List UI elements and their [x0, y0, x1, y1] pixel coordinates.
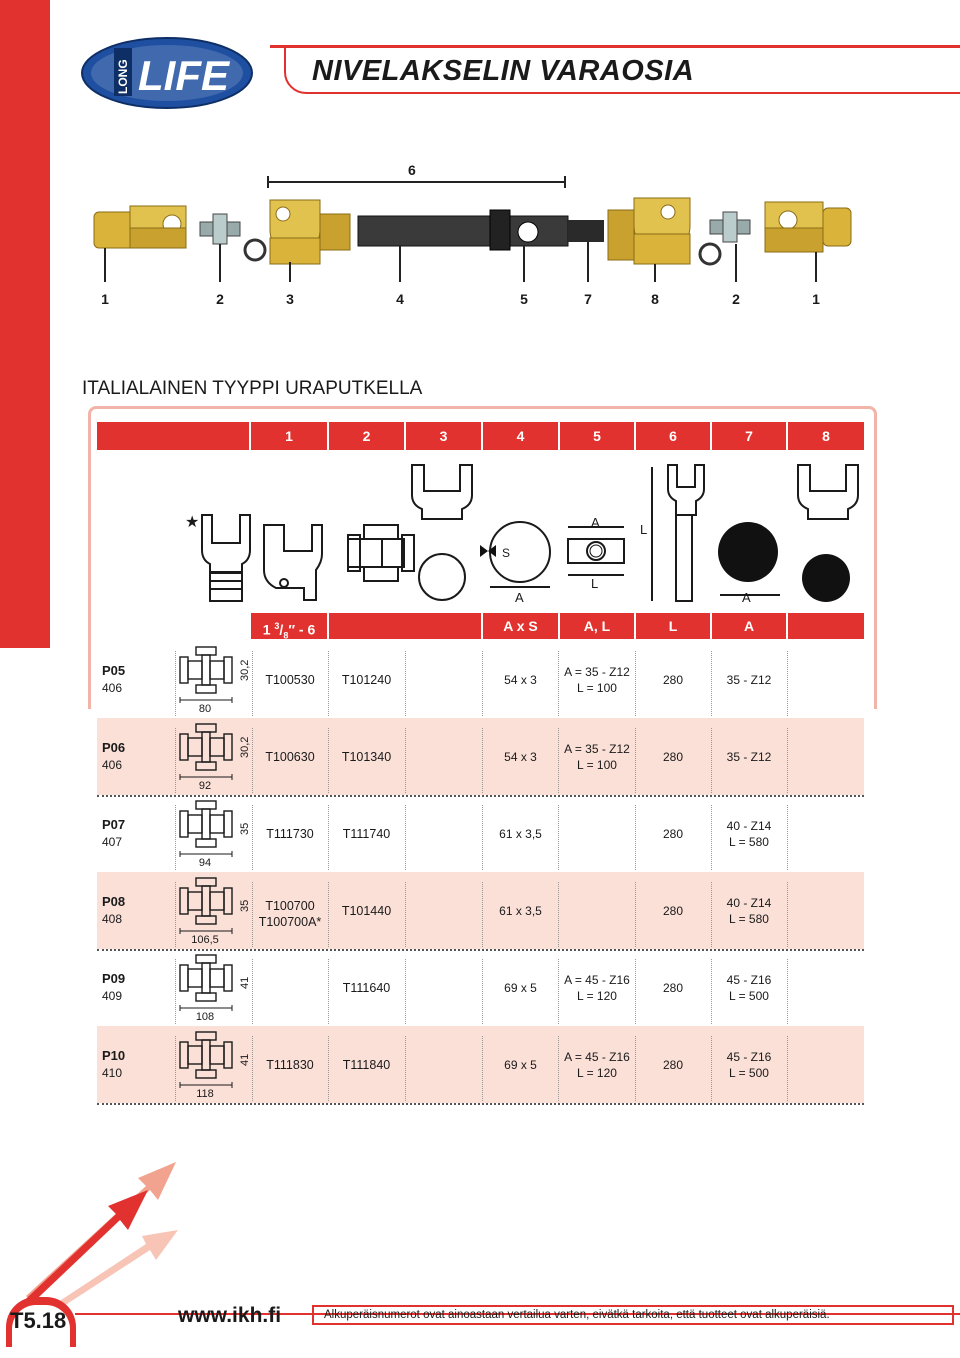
subheader-blank	[97, 613, 249, 639]
cross-dimension-icon	[176, 645, 236, 695]
cross-width: 94	[198, 857, 212, 869]
subheader-a: A	[712, 613, 786, 639]
column-divider	[558, 959, 559, 1024]
yoke-icon	[270, 200, 350, 264]
column-header-blank	[97, 422, 249, 450]
tube-spline-a: A = 45 - Z16	[564, 973, 630, 987]
tube-spline-l: L = 100	[577, 681, 617, 695]
column-divider	[405, 882, 406, 947]
cross-width: 92	[198, 780, 212, 792]
row-divider	[97, 1103, 864, 1105]
longlife-logo	[80, 36, 254, 110]
part-code-1: T100630	[265, 750, 315, 764]
tube-spline-a: A = 45 - Z16	[564, 1050, 630, 1064]
series-size: 410	[102, 1066, 123, 1080]
cross-width: 108	[195, 1011, 215, 1023]
subheader-size: 1 $^3/_8'' - 6$	[251, 613, 327, 639]
arrow-graphic	[0, 1150, 200, 1320]
column-divider	[787, 882, 788, 947]
series-code: P06	[102, 740, 126, 755]
size-suffix: ″ - 6	[288, 621, 316, 638]
disclaimer: Alkuperäisnumerot ovat ainoastaan vertailua varten, eivätkä tarkoita, että tuotteet ovat alkuperäisiä.	[312, 1305, 954, 1325]
cross-height: 41	[239, 1053, 251, 1066]
diagram-label-a: A	[591, 515, 600, 530]
series-code: P05	[102, 663, 126, 678]
part-code-1b: T100700A*	[258, 915, 322, 929]
subheader-blank-red	[329, 613, 481, 639]
cross-width: 118	[196, 1088, 214, 1100]
subheader-blank-red	[788, 613, 864, 639]
shaft-length: 280	[662, 750, 684, 764]
part-number: 8	[651, 291, 659, 307]
size-numerator: 3	[274, 621, 280, 631]
series-code: P10	[102, 1048, 126, 1063]
cross-height: 30,2	[239, 736, 251, 758]
series-size: 407	[102, 835, 123, 849]
website-link[interactable]: www.ikh.fi	[178, 1304, 282, 1327]
part-code-2: T101240	[341, 673, 392, 687]
column-header: 1	[251, 422, 327, 450]
star-mark: ★	[185, 514, 200, 531]
series-code: P09	[102, 971, 126, 986]
part-number: 7	[584, 291, 592, 307]
part-number: 3	[286, 291, 294, 307]
part-number: 2	[216, 291, 224, 307]
cross-dimension-icon	[176, 799, 236, 849]
part-code-1: T111830	[266, 1058, 314, 1072]
shaft-length: 280	[662, 904, 684, 918]
column-divider	[405, 959, 406, 1024]
part-code-2: T111840	[342, 1058, 391, 1072]
series-code: P07	[102, 817, 126, 832]
shaft-spline-a: 45 - Z16	[726, 973, 772, 987]
column-divider	[252, 959, 253, 1024]
part-number: 1	[101, 291, 109, 307]
column-divider	[787, 1036, 788, 1101]
cross-height: 30,2	[239, 659, 251, 681]
size-denominator: 8	[283, 630, 289, 641]
cross-dimension-icon	[176, 1030, 236, 1080]
column-divider	[558, 728, 559, 793]
shaft-spline-a: 35 - Z12	[726, 750, 772, 764]
logo-small-text: LONG	[116, 59, 130, 94]
diagram-label-l: L	[591, 576, 599, 591]
shaft-spline-a: 45 - Z16	[726, 1050, 772, 1064]
yoke-icon	[608, 198, 690, 264]
page-number: T5.18	[10, 1308, 67, 1333]
shaft-spline-l: L = 500	[729, 989, 769, 1003]
shaft-spline-l: L = 580	[729, 835, 769, 849]
column-header: 7	[712, 422, 786, 450]
column-divider	[787, 805, 788, 870]
column-header: 4	[483, 422, 558, 450]
part-code-2: T111640	[342, 981, 391, 995]
diagram-label-s: S	[502, 546, 511, 560]
yoke-icon	[94, 206, 186, 248]
cross-dimension-icon	[176, 722, 236, 772]
column-divider	[787, 651, 788, 716]
tube-spline-l: L = 100	[577, 758, 617, 772]
diagram-label-a: A	[515, 590, 524, 605]
tube-size: 54 x 3	[504, 673, 537, 687]
part-code-2: T101440	[341, 904, 392, 918]
cross-kit-icon	[200, 214, 265, 260]
cross-kit-icon	[700, 212, 750, 264]
yoke-icon	[765, 202, 851, 252]
shaft-spline-l: L = 500	[729, 1066, 769, 1080]
shaft-assembly-illustration	[60, 150, 890, 285]
series-size: 409	[102, 989, 123, 1003]
shaft-spline-l: L = 580	[729, 912, 769, 926]
tube-spline-a: A = 35 - Z12	[564, 665, 630, 679]
column-divider	[405, 651, 406, 716]
column-divider	[405, 1036, 406, 1101]
cross-height: 35	[239, 899, 251, 912]
series-size: 408	[102, 912, 123, 926]
part-number: 2	[732, 291, 740, 307]
cross-height: 41	[239, 976, 251, 989]
subheader-l: L	[636, 613, 710, 639]
column-header: 3	[406, 422, 481, 450]
page-title: NIVELAKSELIN VARAOSIA	[312, 55, 695, 87]
section-title: ITALIALAINEN TYYPPI URAPUTKELLA	[82, 378, 423, 399]
cross-dimension-icon	[176, 953, 236, 1003]
part-code-1: T111730	[266, 827, 314, 841]
column-divider	[558, 882, 559, 947]
column-header: 2	[329, 422, 404, 450]
tube-size: 61 x 3,5	[499, 827, 542, 841]
tube-size: 54 x 3	[504, 750, 537, 764]
size-prefix: 1	[262, 621, 275, 638]
cross-height: 35	[239, 822, 251, 835]
diagram-label-l: L	[640, 522, 648, 537]
column-divider	[787, 959, 788, 1024]
part-code-2: T101340	[341, 750, 392, 764]
shaft-length: 280	[662, 827, 684, 841]
component-diagrams	[180, 455, 870, 610]
series-code: P08	[102, 894, 126, 909]
shaft-length: 280	[662, 981, 684, 995]
shaft-spline-a: 40 - Z14	[726, 896, 772, 910]
tube-spline-a: A = 35 - Z12	[564, 742, 630, 756]
side-accent-bar	[0, 0, 50, 648]
diagram-label-a: A	[742, 590, 751, 605]
shaft-length: 280	[662, 673, 684, 687]
series-size: 406	[102, 681, 123, 695]
part-code-1: T100530	[265, 673, 315, 687]
series-size: 406	[102, 758, 123, 772]
column-divider	[405, 728, 406, 793]
part-number: 5	[520, 291, 528, 307]
column-divider	[558, 651, 559, 716]
column-divider	[405, 805, 406, 870]
shaft-spline-a: 35 - Z12	[726, 673, 772, 687]
tube-size: 69 x 5	[504, 981, 537, 995]
column-divider	[558, 1036, 559, 1101]
tube-size: 69 x 5	[504, 1058, 537, 1072]
part-number: 4	[396, 291, 404, 307]
subheader-axs: A x S	[483, 613, 558, 639]
column-header: 6	[636, 422, 710, 450]
column-divider	[558, 805, 559, 870]
part-code-1: T100700	[265, 899, 315, 913]
part-number: 1	[812, 291, 820, 307]
column-divider	[787, 728, 788, 793]
column-header: 5	[560, 422, 634, 450]
tube-spline-l: L = 120	[577, 1066, 617, 1080]
cross-width: 106,5	[191, 934, 219, 946]
cross-dimension-icon	[176, 876, 236, 926]
tube-size: 61 x 3,5	[499, 904, 542, 918]
shaft-spline-a: 40 - Z14	[726, 819, 772, 833]
part-code-2: T111740	[342, 827, 391, 841]
column-header: 8	[788, 422, 864, 450]
tube-spline-l: L = 120	[577, 989, 617, 1003]
shaft-length: 280	[662, 1058, 684, 1072]
logo-big-text: LIFE	[138, 52, 229, 99]
cross-width: 80	[198, 703, 212, 715]
subheader-al: A, L	[560, 613, 634, 639]
assembly-length-label: 6	[408, 162, 416, 178]
